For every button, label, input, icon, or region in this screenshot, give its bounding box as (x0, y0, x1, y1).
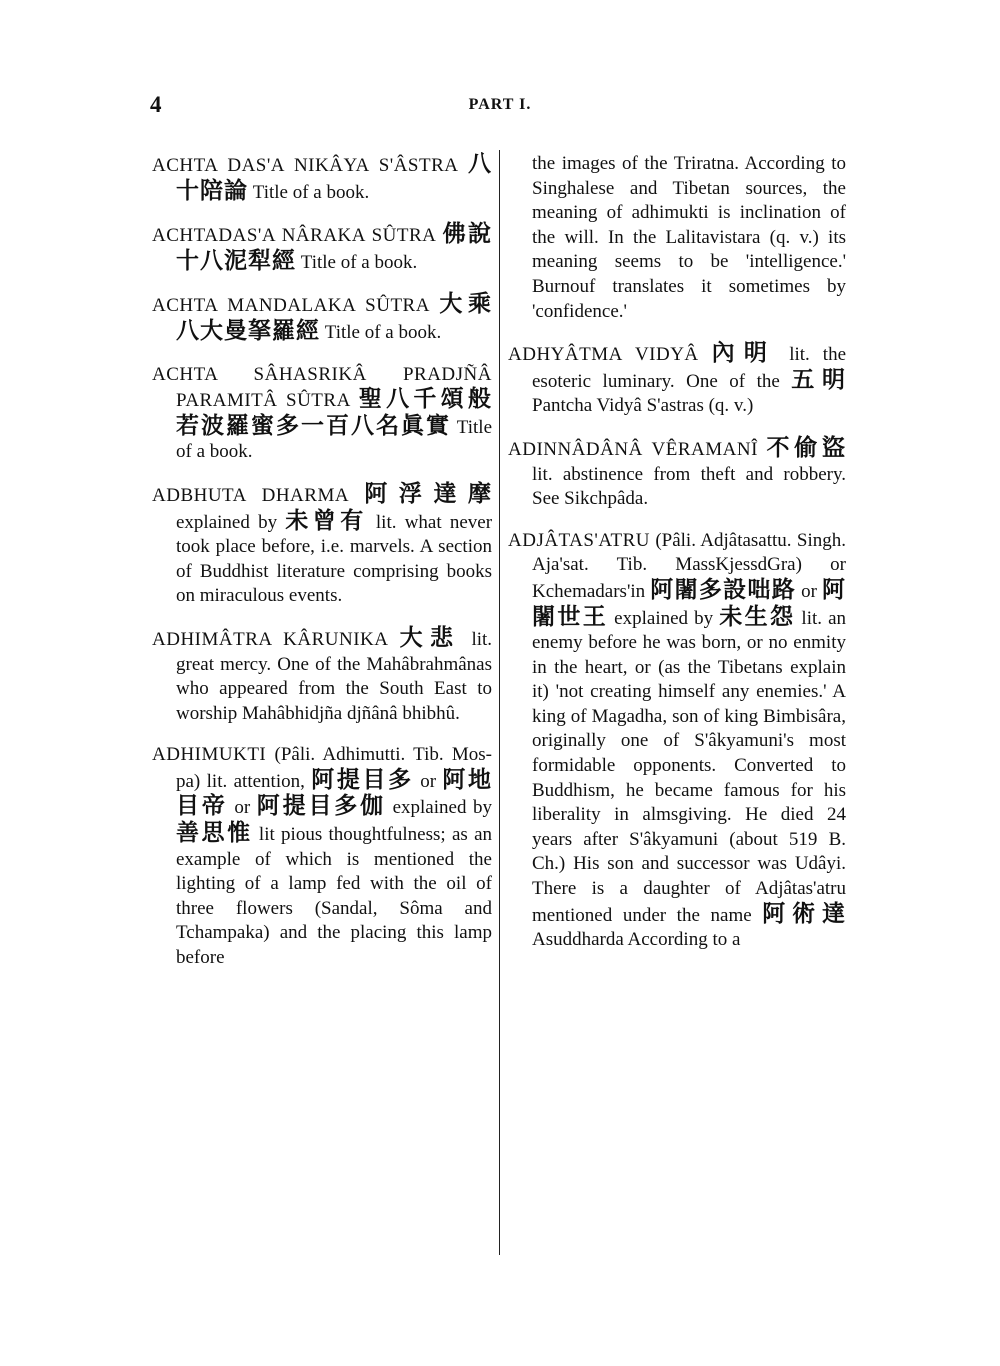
page-number: 4 (150, 92, 162, 117)
definition-text: explained by (176, 511, 278, 533)
definition-text: or (420, 770, 437, 792)
chinese-term: 未生怨 (719, 603, 796, 630)
chinese-term: 八十陪論 (176, 151, 492, 204)
headword: ADHIMÂTRA KÂRUNIKA (152, 628, 389, 650)
entry-adhyatma-vidya (508, 341, 846, 419)
headword: ADHIMUKTI (152, 744, 267, 766)
headword: ADINNÂDÂNÂ VÊRAMANÎ (508, 438, 758, 460)
chinese-term: 阿術達 (762, 900, 847, 927)
chinese-term: 大乘八大曼拏羅經 (176, 291, 493, 344)
entry-adhimatra-karunika (152, 626, 492, 726)
definition: Title of a book. (324, 321, 442, 343)
definition: lit. an enemy before he was born, or no enmity in the heart, or (as the Tibetans explain it) 'not creating himself any enemies.' A king of Magadha, son of king Bimbisâra, originally one of S'âkyamuni's most formidable opponents. Converted to Buddhism, he became famous for his liberality in almsgiving. He died 24 years after S'âkyamuni (about 519 B. Ch.) His son and successor was Udâyi. There is a daughter of Adjâtas'atru mentioned under the name (532, 607, 847, 926)
headword: ACHTA DAS'A NIKÂYA S'ÂSTRA (152, 155, 459, 176)
headword: ADHYÂTMA VIDYÂ (508, 344, 699, 366)
chinese-term: 阿浮達摩 (364, 480, 492, 507)
headword: ACHTADAS'A NÂRAKA SÛTRA (152, 225, 437, 247)
definition-text: Asuddharda According to a (532, 929, 741, 951)
headword: ADBHUTA DHARMA (152, 484, 350, 506)
headword: ACHTA MANDALAKA SÛTRA (152, 295, 430, 317)
entry-adhimukti (152, 743, 492, 970)
chinese-term: 阿闍世王 (532, 576, 847, 630)
definition: Pantcha Vidyâ S'astras (q. v.) (532, 395, 754, 417)
column-divider (499, 150, 500, 1255)
headword: ACHTA SÂHASRIKÂ PRADJÑÂ PARAMITÂ SÛTRA (152, 363, 492, 412)
entry-adjatasatru (508, 529, 846, 953)
definition-text: lit. the esoteric luminary. One of the (532, 344, 847, 392)
chinese-term: 阿地目帝 (176, 766, 493, 820)
entry-achta-dasa-nikaya-sastra (152, 152, 492, 205)
definition: lit. great mercy. One of the Mahâbrahmânas who appeared from the South East to worship Mahâbhidjña djñânâ bhibhû. (176, 628, 493, 724)
chinese-term: 聖八千頌般若波羅蜜多一百八名眞實 (176, 386, 493, 439)
chinese-term: 佛說十八泥犁經 (176, 221, 493, 274)
definition: lit. abstinence from theft and robbery. See Sikchpâda. (532, 463, 846, 510)
running-head: PART I. (468, 96, 532, 113)
definition-text: explained by (392, 797, 493, 819)
left-column (152, 152, 492, 988)
chinese-term: 善思惟 (176, 820, 253, 847)
chinese-term: 阿提目多伽 (256, 793, 386, 820)
definition-text: (Pâli. Adhimutti. Tib. Mos-pa) lit. attention, (176, 744, 492, 792)
chinese-term: 未曾有 (285, 507, 368, 534)
entry-adbhuta-dharma (152, 482, 492, 609)
definition: Title of a book. (252, 181, 370, 203)
definition-text: explained by (614, 607, 714, 629)
chinese-term: 阿闍多設咄路 (650, 576, 797, 603)
definition: Title of a book. (176, 416, 493, 463)
definition: Title of a book. (300, 251, 418, 273)
chinese-term: 不偷盜 (766, 434, 847, 461)
entry-achtadasa-naraka-sutra (152, 222, 492, 275)
entry-continuation (508, 152, 846, 324)
definition-text: (Pâli. Adjâtasattu. Singh. Aja'sat. Tib. MassKjessdGra) or Kchemadars'in (532, 529, 846, 602)
definition-text: or (234, 797, 251, 819)
headword: ADJÂTAS'ATRU (508, 529, 650, 551)
right-column (508, 152, 846, 970)
definition: lit. what never took place before, i.e. marvels. A section of Buddhist literature comprising books on miraculous events. (176, 511, 493, 607)
chinese-term: 五明 (791, 366, 847, 393)
entry-achta-mandalaka-sutra (152, 292, 492, 345)
definition-text: or (801, 580, 817, 602)
chinese-term: 阿提目多 (311, 766, 414, 793)
definition: lit pious thoughtfulness; as an example of which is mentioned the lighting of a lamp fed with the oil of three flowers (Sandal, Sôma and Tchampaka) and the placing this lamp before (176, 824, 493, 969)
definition: the images of the Triratna. According to Singhalese and Tibetan sources, the meaning of adhimukti is inclination of the will. In the Lalitavistara (q. v.) its meaning seems to be 'intelligence.' Burnouf translates it sometimes by 'confidence.' (532, 153, 846, 322)
entry-achta-sahasrika-pradjna (152, 363, 492, 465)
chinese-term: 內明 (711, 340, 777, 367)
entry-adinnadana-veramani (508, 436, 846, 512)
chinese-term: 大悲 (399, 624, 461, 651)
